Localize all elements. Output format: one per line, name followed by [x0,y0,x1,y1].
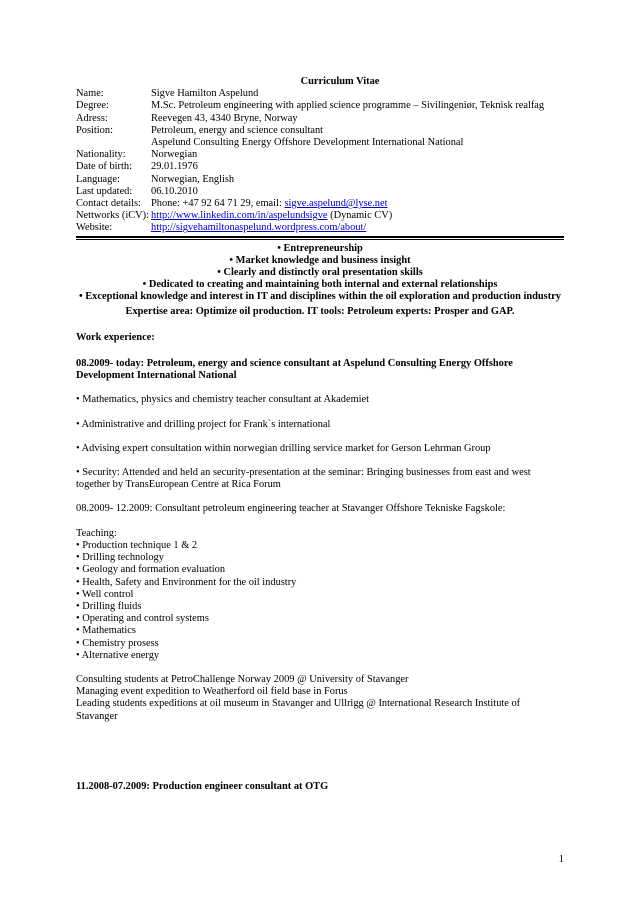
highlight-item: • Dedicated to creating and maintaining both internal and external relationships [142,279,498,291]
teaching-item: • Production technique 1 & 2 [76,539,198,551]
activity-line: Consulting students at PetroChallenge Norway 2009 @ University of Stavanger [76,673,409,685]
highlights-list [76,243,564,304]
info-value: 06.10.2010 [151,185,198,197]
info-value [151,222,576,234]
work-experience-heading: Work experience: [76,331,155,343]
job2-line: 08.2009- 12.2009: Consultant petroleum engineering teacher at Stavanger Offshore Tekniske Fagskole: [76,503,506,515]
divider-thin [76,239,564,240]
info-label: Position: [76,124,113,136]
info-label: Last updated: [76,185,133,197]
networks-suffix: (Dynamic CV) [327,210,393,222]
teaching-item: • Chemistry prosess [76,637,159,649]
activity-line: Leading students expeditions at oil museum in Stavanger and Ullrigg @ International Research Institute of Stavanger [76,698,521,722]
highlight-item: • Entrepreneurship [277,242,363,254]
info-label: Nettworks (iCV): [76,210,150,222]
info-value: M.Sc. Petroleum engineering with applied science programme – Sivilingeniør, Teknisk realfag [151,100,545,112]
info-value [151,198,576,210]
teaching-item: • Drilling technology [76,552,164,564]
info-row-website [76,222,576,234]
info-label: Contact details: [76,198,141,210]
info-label: Adress: [76,112,108,124]
personal-info-table [76,88,576,234]
info-row [76,174,576,186]
job1-item: • Security: Attended and held an security-presentation at the seminar: Bringing businesses from east and west together by TransEuropean Centre at Rica Forum [76,467,531,491]
info-label: Website: [76,222,113,234]
teaching-item: • Well control [76,588,134,600]
job1-items [76,382,564,491]
teaching-item: • Drilling fluids [76,600,142,612]
info-value: 29.01.1976 [151,161,198,173]
website-link[interactable]: http://sigvehamiltonaspelund.wordpress.com/about/ [151,222,367,234]
email-link[interactable]: sigve.aspelund@lyse.net [284,198,388,210]
info-label: Nationality: [76,149,126,161]
info-row [76,149,576,161]
teaching-list [76,540,564,662]
info-row-networks [76,210,576,222]
highlight-item: • Clearly and distinctly oral presentation skills [217,267,423,279]
linkedin-link[interactable]: http://www.linkedin.com/in/aspelundsigve [151,210,328,222]
job1-heading: 08.2009- today: Petroleum, energy and science consultant at Aspelund Consulting Energy Offshore Development International National [76,358,513,382]
page-number: 1 [558,854,564,865]
info-value: Petroleum, energy and science consultant [151,124,324,136]
document-title: Curriculum Vitae [300,76,380,87]
job1-item: • Administrative and drilling project for Frank`s international [76,418,331,430]
info-label: Name: [76,88,104,100]
info-value [151,210,576,222]
extra-activities [76,674,564,723]
expertise-line: Expertise area: Optimize oil production. IT tools: Petroleum experts: Prosper and GAP. [125,305,515,317]
teaching-item: • Health, Safety and Environment for the oil industry [76,576,297,588]
info-value: Sigve Hamilton Aspelund [151,88,259,100]
cv-page [76,76,564,793]
info-row [76,125,576,137]
teaching-label: Teaching: [76,527,117,539]
activity-line: Managing event expedition to Weatherford oil field base in Forus [76,686,348,698]
job3-heading: 11.2008-07.2009: Production engineer consultant at OTG [76,780,329,792]
job1-item: • Mathematics, physics and chemistry teacher consultant at Akademiet [76,394,370,406]
info-label [76,137,151,149]
job1-item: • Advising expert consultation within norwegian drilling service market for Gerson Lehrman Group [76,442,491,454]
highlight-item: • Market knowledge and business insight [229,254,411,266]
divider [76,236,564,238]
highlight-item: • Exceptional knowledge and interest in IT and disciplines within the oil exploration and production industry [79,291,561,303]
info-row [76,161,576,173]
info-row [76,113,576,125]
info-value: Norwegian, English [151,173,235,185]
info-label: Date of birth: [76,161,132,173]
info-value: Aspelund Consulting Energy Offshore Development International National [151,137,464,149]
info-label: Language: [76,173,120,185]
teaching-item: • Operating and control systems [76,613,209,625]
info-row [76,88,576,100]
info-row [76,186,576,198]
teaching-item: • Mathematics [76,625,136,637]
phone-text: Phone: +47 92 64 71 29, email: [151,198,285,210]
teaching-item: • Geology and formation evaluation [76,564,226,576]
info-value: Norwegian [151,149,198,161]
info-row [76,137,576,149]
info-value: Reevegen 43, 4340 Bryne, Norway [151,112,298,124]
info-label: Degree: [76,100,109,112]
teaching-item: • Alternative energy [76,649,160,661]
info-row [76,100,576,112]
info-row-contact [76,198,576,210]
